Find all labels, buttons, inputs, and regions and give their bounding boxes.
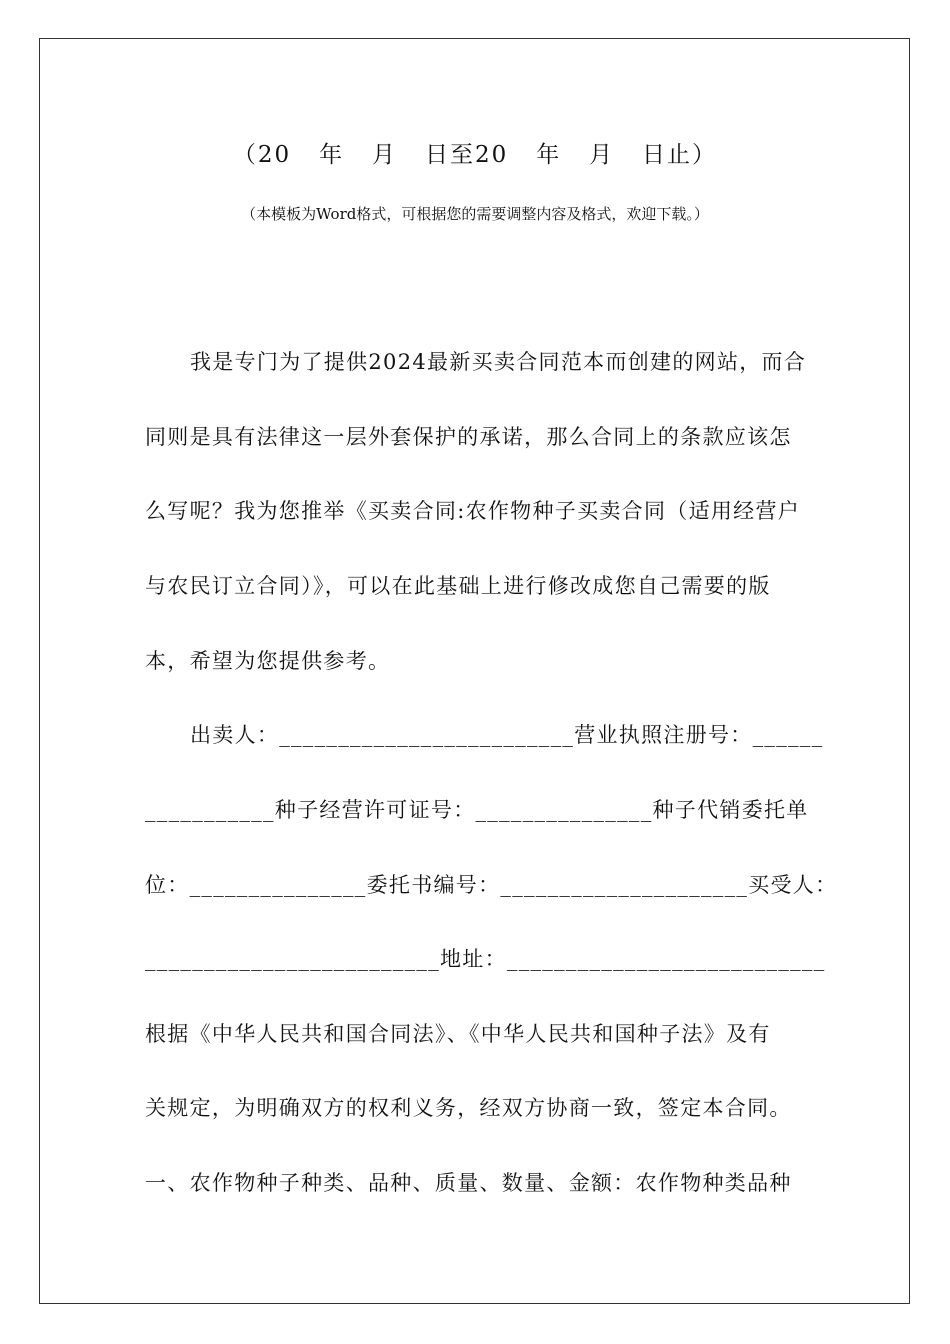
seller-field-line: 出卖人：_________________________营业执照注册号：______ (190, 723, 824, 747)
paragraph-line: 本，希望为您提供参考。 (145, 649, 391, 673)
template-note: （本模板为Word格式，可根据您的需要调整内容及格式，欢迎下载。） (241, 205, 709, 223)
paragraph-line: 与农民订立合同）》，可以在此基础上进行修改成您自己需要的版 (145, 574, 771, 598)
address-field-line: _________________________地址：___________________________ (145, 947, 826, 971)
paragraph-line: 根据《中华人民共和国合同法》、《中华人民共和国种子法》及有 (145, 1022, 771, 1046)
date-range-heading: （20 年 月 日至20 年 月 日止） (232, 142, 718, 168)
paragraph-line: 么写呢？我为您推举《买卖合同:农作物种子买卖合同（适用经营户 (145, 499, 801, 523)
paragraph-line: 我是专门为了提供2024最新买卖合同范本而创建的网站，而合 (190, 350, 807, 374)
paragraph-line: 关规定，为明确双方的权利义务，经双方协商一致，签定本合同。 (145, 1096, 792, 1120)
license-field-line: ___________种子经营许可证号：_______________种子代销委托单 (145, 798, 809, 822)
paragraph-line: 同则是具有法律这一层外套保护的承诺，那么合同上的条款应该怎 (145, 425, 792, 449)
agent-field-line: 位：_______________委托书编号：_____________________买受人： (145, 873, 838, 897)
section-heading-line: 一、农作物种子种类、品种、质量、数量、金额：农作物种类品种 (145, 1171, 792, 1195)
